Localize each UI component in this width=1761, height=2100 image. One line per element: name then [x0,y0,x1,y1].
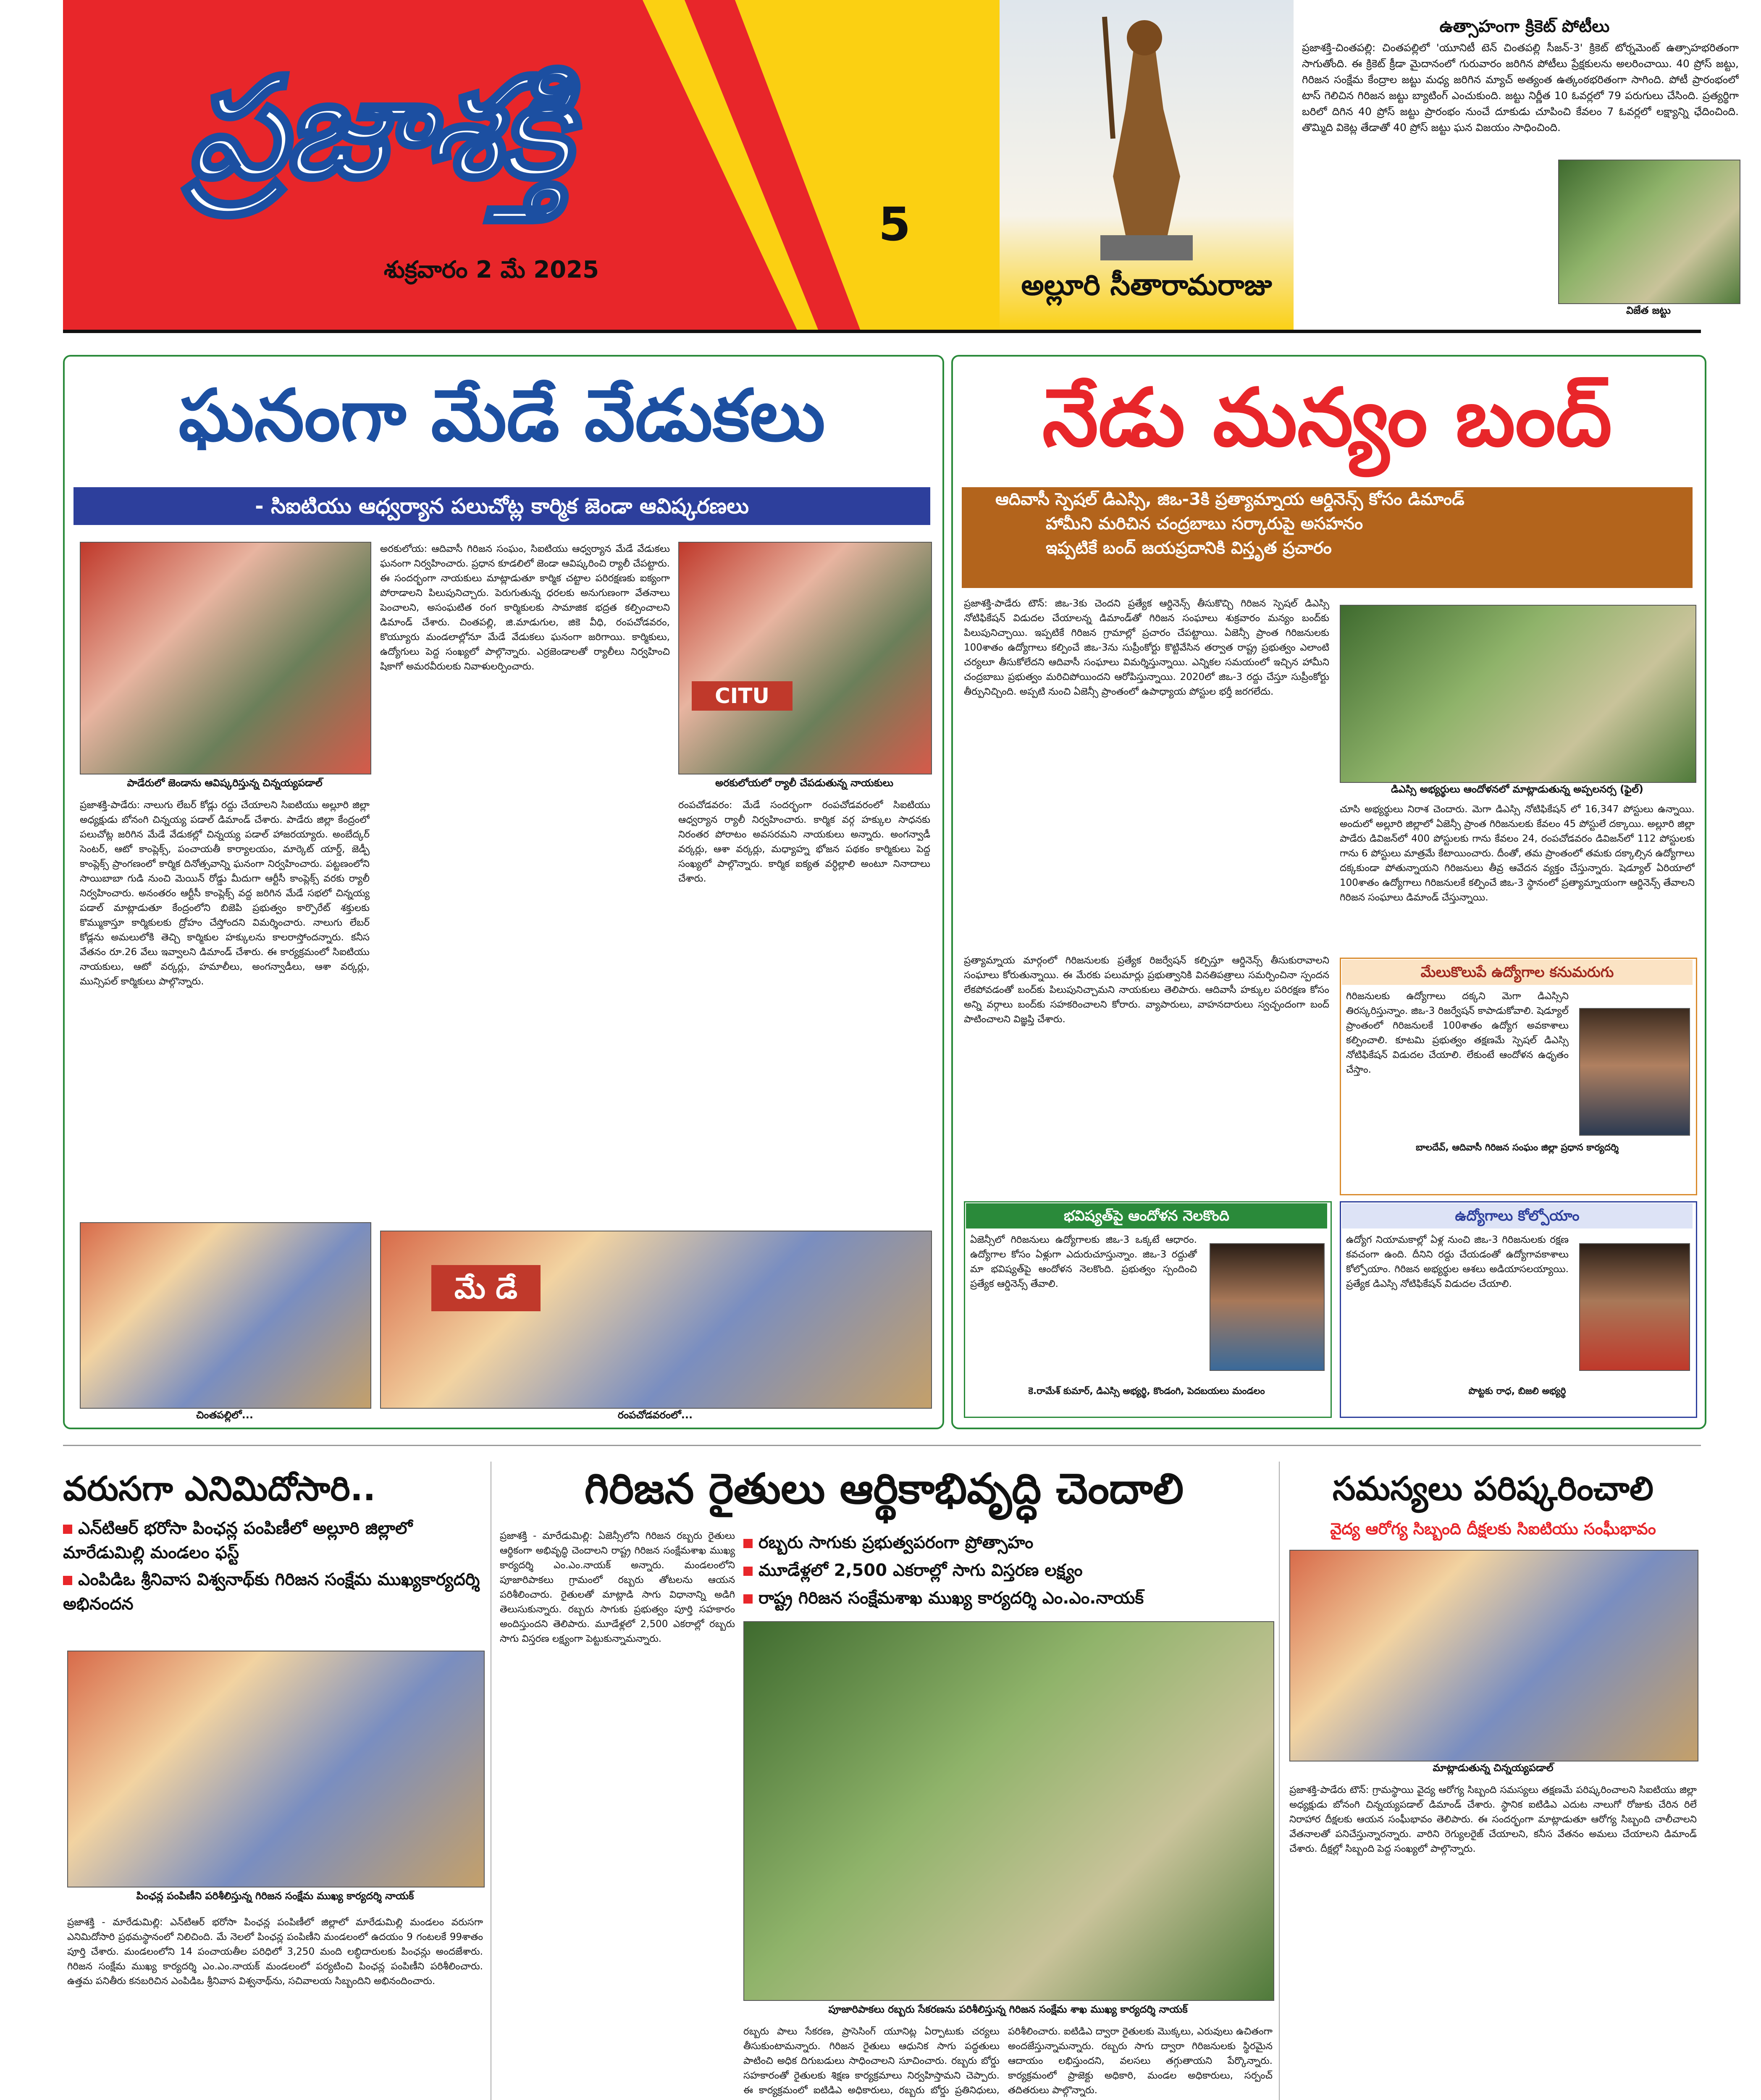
problems-subhead: వైద్య ఆరోగ్య సిబ్బంది దీక్షలకు సిఐటియు సంఘీభావం [1330,1520,1656,1538]
eighth-bullets [63,1516,487,1616]
masthead-rule [63,330,1701,333]
logo: ప్రజాశక్తి [187,47,569,209]
bandh-body-3: చూసి అభ్యర్థులు నిరాశ చెందారు. మెగా డిఎస్సి నోటిఫికేషన్ లో 16,347 పోస్టులు ఉన్నాయి. అందులో అల్లూరి జిల్లాలో ఏజెన్సీ ప్రాంత గిరిజనులకు కేవలం 45 పోస్టులే దక్కాయి. అల్లూరి జిల్లా పాడేరు డివిజన్‌లో 400 పోస్టులకు గాను కేవలం 24, రంపచోడవరం డివిజన్‌లో 112 పోస్టులకు గాను 6 పోస్టులు మాత్రమే కేటాయించారు. దీంతో, తమ ప్రాంతంలో తమకు దక్కాల్సిన ఉద్యోగాలు దక్కకుండా పోతున్నాయని గిరిజనులు తీవ్ర ఆవేదన వ్యక్తం చేస్తున్నారు. షెడ్యూల్ ఏరియాలో 100శాతం ఉద్యోగాలు గిరిజనులకే కల్పించే జిఒ-3 స్థానంలో ప్రత్యామ్నాయంగా ఆర్డినెన్స్ తేవాలని గిరిజన సంఘాలు డిమాండ్ చేస్తున్నాయి. [1340,804,1695,903]
rubber-body-3: పరిశీలించారు. ఐటిడిఎ ద్వారా రైతులకు మొక్కలు, ఎరువులు ఉచితంగా అందజేస్తున్నామన్నారు. రబ్బరు సాగు ద్వారా గిరిజనులకు స్థిరమైన ఆదాయం లభిస్తుందని, వలసలు తగ్గుతాయని పేర్కొన్నారు. కార్యక్రమంలో ప్రాజెక్టు అధికారి, మండల అధికారులు, సర్పంచ్ తదితరులు పాల్గొన్నారు. [1008,2026,1273,2096]
future-box-title: భవిష్యత్‌పై ఆందోళన నెలకొంది [966,1203,1327,1228]
rubber-body-1b [500,2079,735,2100]
may-day-banner: మే డే [431,1265,541,1311]
rubber-headline: గిరిజన రైతులు ఆర్థికాభివృద్ధి చెందాలి [584,1464,1184,1513]
bandh-photo-caption: డిఎస్సి అభ్యర్థులు ఆందోళనలో మాట్లాడుతున్న అప్పలనర్స (ఫైల్) [1391,783,1643,795]
future-box-photo [1210,1243,1325,1371]
problems-headline: సమస్యలు పరిష్కరించాలి [1332,1470,1654,1508]
future-box-body: ఏజెన్సీలో గిరిజనులు ఉద్యోగాలకు జిఒ-3 ఒక్కటే ఆధారం. ఉద్యోగాల కోసం ఏళ్లుగా ఎదురుచూస్తున్నాం. జిఒ-3 రద్దుతో మా భవిష్యత్‌పై ఆందోళన నెలకొంది. ప్రభుత్వం స్పందించి ప్రత్యేక ఆర్డినెన్స్ తేవాలి. [970,1234,1197,1289]
rubber-photo [743,1621,1274,2001]
bandh-bullet-1: ఆదివాసీ స్పెషల్ డిఎస్సి, జిఒ-3కి ప్రత్యామ్నాయ ఆర్డినెన్స్ కోసం డిమాండ్ [995,490,1464,509]
district-name: అల్లూరి సీతారామరాజు [1021,269,1272,302]
may-day-caption-1: పాడేరులో జెండాను ఆవిష్కరిస్తున్న చిన్నయ్యపడాల్ [127,777,323,789]
may-day-photo-1 [80,542,371,774]
eighth-bullet-2: ఎంపిడిఒ శ్రీనివాస విశ్వనాథ్‌కు గిరిజన సంక్షేమ ముఖ్యకార్యదర్శి అభినందన [63,1570,480,1614]
eighth-caption: పింఛన్ల పంపిణీని పరిశీలిస్తున్న గిరిజన సంక్షేమ ముఖ్య కార్యదర్శి నాయక్ [136,1890,414,1902]
jobs-box-caption: బాలదేవ్, ఆదివాసీ గిరిజన సంఘం జిల్లా ప్రధాన కార్యదర్శి [1415,1142,1619,1153]
bandh-bullets [962,487,1693,588]
cricket-body: ప్రజాశక్తి-చింతపల్లి: చింతపల్లిలో 'యూనిటీ టెన్ చింతపల్లి సీజన్-3' క్రికెట్ టోర్నమెంట్ ఉత్సాహభరితంగా సాగుతోంది. ఈ క్రికెట్ క్రీడా మైదానంలో గురువారం జరిగిన పోటీలు ప్రేక్షకులను అలరించాయి. 40 ప్రోస్ జట్టు, గిరిజన సంక్షేమ కేంద్రాల జట్టు మధ్య జరిగిన మ్యాచ్ అత్యంత ఉత్కంఠభరితంగా సాగింది. పోటీ ప్రారంభంలో టాస్ గెలిచిన గిరిజన జట్టు బ్యాటింగ్ ఎంచుకుంది. జట్టు నిర్ణీత 10 ఓవర్లలో 79 పరుగులు చేసింది. ప్రత్యర్థిగా బరిలో దిగిన 40 ప్రోస్ జట్టు ప్రారంభం నుంచే దూకుడు చూపించి కేవలం 7 ఓవర్లలో లక్ష్యాన్ని ఛేదించింది. తొమ్మిది వికెట్ల తేడాతో 40 ప్రోస్ జట్టు ఘన విజయం సాధించింది. [1302,42,1739,134]
bandh-body-2: ప్రత్యామ్నాయ మార్గంలో గిరిజనులకు ప్రత్యేక రిజర్వేషన్ కల్పిస్తూ ఆర్డినెన్స్ తీసుకురావాలని సంఘాలు కోరుతున్నాయి. ఈ మేరకు పలుమార్లు ప్రభుత్వానికి వినతిపత్రాలు సమర్పించినా స్పందన లేకపోవడంతో బంద్‌కు పిలుపునిచ్చామని నాయకులు తెలిపారు. ఆదివాసీ హక్కుల పరిరక్షణ కోసం అన్ని వర్గాలు బంద్‌కు సహకరించాలని కోరారు. వ్యాపారులు, వాహనదారులు స్వచ్ఛందంగా బంద్ పాటించాలని విజ్ఞప్తి చేశారు. [964,955,1329,1025]
problems-body: ప్రజాశక్తి-పాడేరు టౌన్: గ్రామస్థాయి వైద్య ఆరోగ్య సిబ్బంది సమస్యలు తక్షణమే పరిష్కరించాలని సిఐటియు జిల్లా అధ్యక్షుడు బోనంగి చిన్నయ్యపడాల్ డిమాండ్ చేశారు. స్థానిక ఐటిడిఎ ఎదుట నాలుగో రోజుకు చేరిన రిలే నిరాహార దీక్షలకు ఆయన సంఘీభావం తెలిపారు. ఈ సందర్భంగా మాట్లాడుతూ ఆరోగ్య సిబ్బంది చాలీచాలని వేతనాలతో పనిచేస్తున్నారన్నారు. వారిని రెగ్యులరైజ్ చేయాలని, కనీస వేతనం అమలు చేయాలని డిమాండ్ చేశారు. దీక్షల్లో సిబ్బంది పెద్ద సంఖ్యలో పాల్గొన్నారు. [1289,1785,1697,1854]
jobs-box-body: గిరిజనులకు ఉద్యోగాలు దక్కని మెగా డిఎస్సిని తిరస్కరిస్తున్నాం. జిఒ-3 రిజర్వేషన్ కాపాడుకోవాలి. షెడ్యూల్ ప్రాంతంలో గిరిజనులకే 100శాతం ఉద్యోగ అవకాశాలు కల్పించాలి. కూటమి ప్రభుత్వం తక్షణమే స్పెషల్ డిఎస్సి నోటిఫికేషన్ విడుదల చేయాలి. లేకుంటే ఆందోళన ఉధృతం చేస్తాం. [1346,991,1569,1075]
vacancy-box-body: ఉద్యోగ నియామకాల్లో ఏళ్ల నుంచి జిఒ-3 గిరిజనులకు రక్షణ కవచంగా ఉంది. దీనిని రద్దు చేయడంతో ఉద్యోగావకాశాలు కోల్పోయాం. గిరిజన అభ్యర్థుల ఆశలు అడియాసలయ్యాయి. ప్రత్యేక డిఎస్సి నోటిఫికేషన్ విడుదల చేయాలి. [1346,1234,1569,1289]
vacancy-box-title: ఉద్యోగాలు కోల్పోయాం [1342,1203,1693,1228]
may-day-caption-2: అరకులోయలో ర్యాలీ చేపడుతున్న నాయకులు [715,777,893,789]
rubber-body-1: ప్రజాశక్తి - మారేడుమిల్లి: ఏజెన్సీలోని గిరిజన రబ్బరు రైతులు ఆర్థికంగా అభివృద్ధి చెందాలని రాష్ట్ర గిరిజన సంక్షేమశాఖ ముఖ్య కార్యదర్శి ఎం.ఎం.నాయక్ అన్నారు. మండలంలోని పూజారిపాకలు గ్రామంలో రబ్బరు తోటలను ఆయన పరిశీలించారు. రైతులతో మాట్లాడి సాగు విధానాన్ని అడిగి తెలుసుకున్నారు. రబ్బరు సాగుకు ప్రభుత్వం పూర్తి సహకారం అందిస్తుందని తెలిపారు. మూడేళ్లలో 2,500 ఎకరాల్లో రబ్బరు సాగు విస్తరణ లక్ష్యంగా పెట్టుకున్నామన్నారు. [500,1530,735,1644]
vacancy-box-photo [1579,1243,1690,1371]
rubber-bullet-3: రాష్ట్ర గిరిజన సంక్షేమశాఖ ముఖ్య కార్యదర్శి ఎం.ఎం.నాయక్ [743,1584,1273,1612]
bandh-body-1: ప్రజాశక్తి-పాడేరు టౌన్: జిఒ-3కు చెంద‌ని ప్రత్యేక ఆర్డినెన్స్ తీసుకొచ్చి గిరిజన స్పెషల్ డిఎస్సి నోటిఫికేషన్ విడుదల చేయాలన్న డిమాండ్‌తో గిరిజన సంఘాలు శుక్రవారం మన్యం బంద్‌కు పిలుపునిచ్చాయి. ఇప్పటికే గిరిజన గ్రామాల్లో ప్రచారం చేపట్టాయి. ఏజెన్సీ ప్రాంత గిరిజనులకు 100శాతం ఉద్యోగాలు కల్పించే జిఒ-3ను సుప్రీంకోర్టు కొట్టివేసిన తర్వాత రాష్ట్ర ప్రభుత్వం ఎలాంటి చర్యలూ తీసుకోలేదని ఆదివాసీ సంఘాలు విమర్శిస్తున్నాయి. ఎన్నికల సమయంలో ఇచ్చిన హామీని చంద్రబాబు ప్రభుత్వం మరిచిపోయిందని ఆరోపిస్తున్నాయి. 2020లో జిఒ-3 రద్దు చేస్తూ సుప్రీంకోర్టు తీర్పునిచ్చింది. అప్పటి నుంచి ఏజెన్సీ ప్రాంతంలో ఉపాధ్యాయ పోస్టుల భర్తీ జరగలేదు. [964,598,1329,697]
masthead [63,0,1761,332]
cricket-photo [1558,160,1740,304]
eighth-photo [67,1651,485,1887]
rubber-caption: పూజారిపాకలు రబ్బరు సేకరణను పరిశీలిస్తున్న గిరిజన సంక్షేమ శాఖ ముఖ్య కార్యదర్శి నాయక్ [828,2003,1188,2015]
vacancy-box-caption: పొట్టకు రాధ, బిజలి అభ్యర్థి [1468,1386,1566,1396]
problems-photo [1289,1550,1698,1761]
section-rule [63,1445,1701,1446]
page-number: 5 [878,197,911,251]
eighth-bullet-1: ఎన్‌టిఆర్ భరోసా పింఛన్ల పంపిణీలో అల్లూరి జిల్లాలో మారేడుమిల్లి మండలం ఫస్ట్ [63,1519,413,1562]
bandh-bullet-2: హామీని మరిచిన చంద్రబాబు సర్కారుపై అసహనం [1046,514,1363,533]
bandh-bullet-3: ఇప్పటికే బంద్ జయప్రదానికి విస్తృత ప్రచారం [1046,538,1332,558]
eighth-body: ప్రజాశక్తి - మారేడుమిల్లి: ఎన్‌టిఆర్ భరోసా పింఛన్ల పంపిణీలో జిల్లాలో మారేడుమిల్లి మండలం వరుసగా ఎనిమిదోసారి ప్రథమస్థానంలో నిలిచింది. మే నెలలో పింఛన్ల పంపిణీని మండలంలో ఉదయం 9 గంటలకే 99శాతం పూర్తి చేశారు. మండలంలోని 14 పంచాయతీల పరిధిలో 3,250 మంది లబ్ధిదారులకు పింఛన్లు అందజేశారు. గిరిజన సంక్షేమ ముఖ్య కార్యదర్శి ఎం.ఎం.నాయక్ మండలంలో పర్యటించి పింఛన్ల పంపిణీని పరిశీలించారు. ఉత్తమ పనితీరు కనబరిచిన ఎంపిడిఒ శ్రీనివాస విశ్వనాథ్‌ను, సచివాలయ సిబ్బందిని అభినందించారు. [67,1917,483,1987]
may-day-caption-4: రంపచోడవరంలో... [617,1409,693,1421]
may-day-subhead: - సిఐటియు ఆధ్వర్యాన పలుచోట్ల కార్మిక జెండా ఆవిష్కరణలు [73,487,930,525]
bandh-headline: నేడు మన్యం బంద్ [1042,371,1612,464]
may-day-photo-3 [80,1222,371,1409]
may-day-body-1: ప్రజాశక్తి-పాడేరు: నాలుగు లేబర్ కోడ్లు రద్దు చేయాలని సిఐటియు అల్లూరి జిల్లా అధ్యక్షుడు బోనంగి చిన్నయ్య పడాల్ డిమాండ్ చేశారు. పాడేరు జిల్లా కేంద్రంలో పలుచోట్ల జరిగిన మేడే వేడుకల్లో చిన్నయ్య పడాల్ హాజరయ్యారు. అంబేద్కర్ సెంటర్, ఆటో కాంప్లెక్స్, పంచాయతీ కార్యాలయం, మార్కెట్ యార్డ్, జెడ్పీ కాంప్లెక్స్ ప్రాంగణంలో కార్మిక దినోత్సవాన్ని ఘనంగా నిర్వహించారు. పట్టణంలోని సాయిబాబా గుడి నుంచి మెయిన్ రోడ్డు మీదుగా ఆర్టీసీ కాంప్లెక్స్ వరకు ర్యాలీ నిర్వహించారు. అనంతరం ఆర్టీసీ కాంప్లెక్స్ వద్ద జరిగిన మేడే సభలో చిన్నయ్య పడాల్ మాట్లాడుతూ కేంద్రంలోని బిజెపి ప్రభుత్వం కార్పొరేట్ శక్తులకు కొమ్ముకాస్తూ కార్మికులకు ద్రోహం చేస్తోందని విమర్శించారు. నాలుగు లేబర్ కోడ్లను అమలులోకి తెచ్చి కార్మికుల హక్కులను కాలరాస్తోందన్నారు. కనీస వేతనం రూ.26 వేలు ఇవ్వాలని డిమాండ్ చేశారు. ఈ కార్యక్రమంలో సిఐటియు నాయకులు, ఆటో వర్కర్లు, హమాలీలు, అంగన్వాడీలు, ఆశా వర్కర్లు, మున్సిపల్ కార్మికులు పాల్గొన్నారు. [80,800,370,987]
rubber-bullet-2: మూడేళ్లలో 2,500 ఎకరాల్లో సాగు విస్తరణ లక్ష్యం [743,1557,1273,1584]
jobs-box-photo [1579,1008,1690,1136]
rubber-body-2: రబ్బరు పాలు సేకరణ, ప్రాసెసింగ్ యూనిట్ల ఏర్పాటుకు చర్యలు తీసుకుంటామన్నారు. గిరిజన రైతులు ఆధునిక సాగు పద్ధతులు పాటించి అధిక దిగుబడులు సాధించాలని సూచించారు. రబ్బరు బోర్డు సహకారంతో రైతులకు శిక్షణ కార్యక్రమాలు నిర్వహిస్తామని చెప్పారు. ఈ కార్యక్రమంలో ఐటిడిఎ అధికారులు, రబ్బరు బోర్డు ప్రతినిధులు, [743,2026,1000,2096]
may-day-body-2: అరకులోయ: ఆదివాసీ గిరిజన సంఘం, సిఐటియు ఆధ్వర్యాన మేడే వేడుకలు ఘనంగా నిర్వహించారు. ప్రధాన కూడలిలో జెండా ఆవిష్కరించి ర్యాలీ చేపట్టారు. ఈ సందర్భంగా నాయకులు మాట్లాడుతూ కార్మిక చట్టాల పరిరక్షణకు ఐక్యంగా పోరాడాలని పిలుపునిచ్చారు. పెరుగుతున్న ధరలకు అనుగుణంగా వేతనాలు పెంచాలని, అసంఘటిత రంగ కార్మికులకు సామాజిక భద్రత కల్పించాలని డిమాండ్ చేశారు. చింతపల్లి, జి.మాడుగుల, జికె వీధి, రంపచోడవరం, కొయ్యూరు మండలాల్లోనూ మేడే వేడుకలు ఘనంగా జరిగాయి. కార్మికులు, ఉద్యోగులు పెద్ద సంఖ్యలో పాల్గొన్నారు. ఎర్రజెండాలతో ర్యాలీలు నిర్వహించి షికాగో అమరవీరులకు నివాళులర్పించారు. [380,543,670,672]
column-divider-2 [1279,1462,1280,2100]
issue-date: శుక్రవారం 2 మే 2025 [383,256,599,284]
jobs-box-title: మేలుకొలుపే ఉద్యోగాల కనుమరుగు [1342,960,1693,985]
cricket-title: ఉత్సాహంగా క్రికెట్ పోటీలు [1439,17,1610,36]
may-day-photo-4 [380,1231,932,1409]
rubber-bullets [743,1529,1273,1612]
may-day-headline: ఘనంగా మేడే వేడుకలు [178,374,825,457]
bandh-photo [1340,605,1696,783]
future-box-caption: కె.రామేశ్ కుమార్, డిఎస్సి అభ్యర్థి, కొండంగి, పెదబయలు మండలం [1028,1386,1265,1396]
may-day-caption-3: చింతపల్లిలో... [196,1409,253,1421]
may-day-photo-2 [678,542,932,774]
citu-banner: CITU [692,681,793,711]
problems-caption: మాట్లాడుతున్న చిన్నయ్యపడాల్ [1433,1762,1554,1774]
may-day-body-3: రంపచోడవరం: మేడే సందర్భంగా రంపచోడవరంలో సిఐటియు ఆధ్వర్యాన ర్యాలీ నిర్వహించారు. కార్మిక వర్గ హక్కుల సాధనకు నిరంతర పోరాటం అవసరమని నాయకులు అన్నారు. అంగన్వాడీ వర్కర్లు, ఆశా వర్కర్లు, మధ్యాహ్న భోజన పథకం కార్మికులు పెద్ద సంఖ్యలో పాల్గొన్నారు. కార్మిక ఐక్యత వర్ధిల్లాలి అంటూ నినాదాలు చేశారు. [678,800,930,884]
eighth-headline: వరుసగా ఎనిమిదోసారి.. [63,1469,376,1508]
rubber-bullet-1: రబ్బరు సాగుకు ప్రభుత్వపరంగా ప్రోత్సాహం [743,1529,1273,1557]
cricket-photo-caption: విజేత జట్టు [1626,304,1671,316]
